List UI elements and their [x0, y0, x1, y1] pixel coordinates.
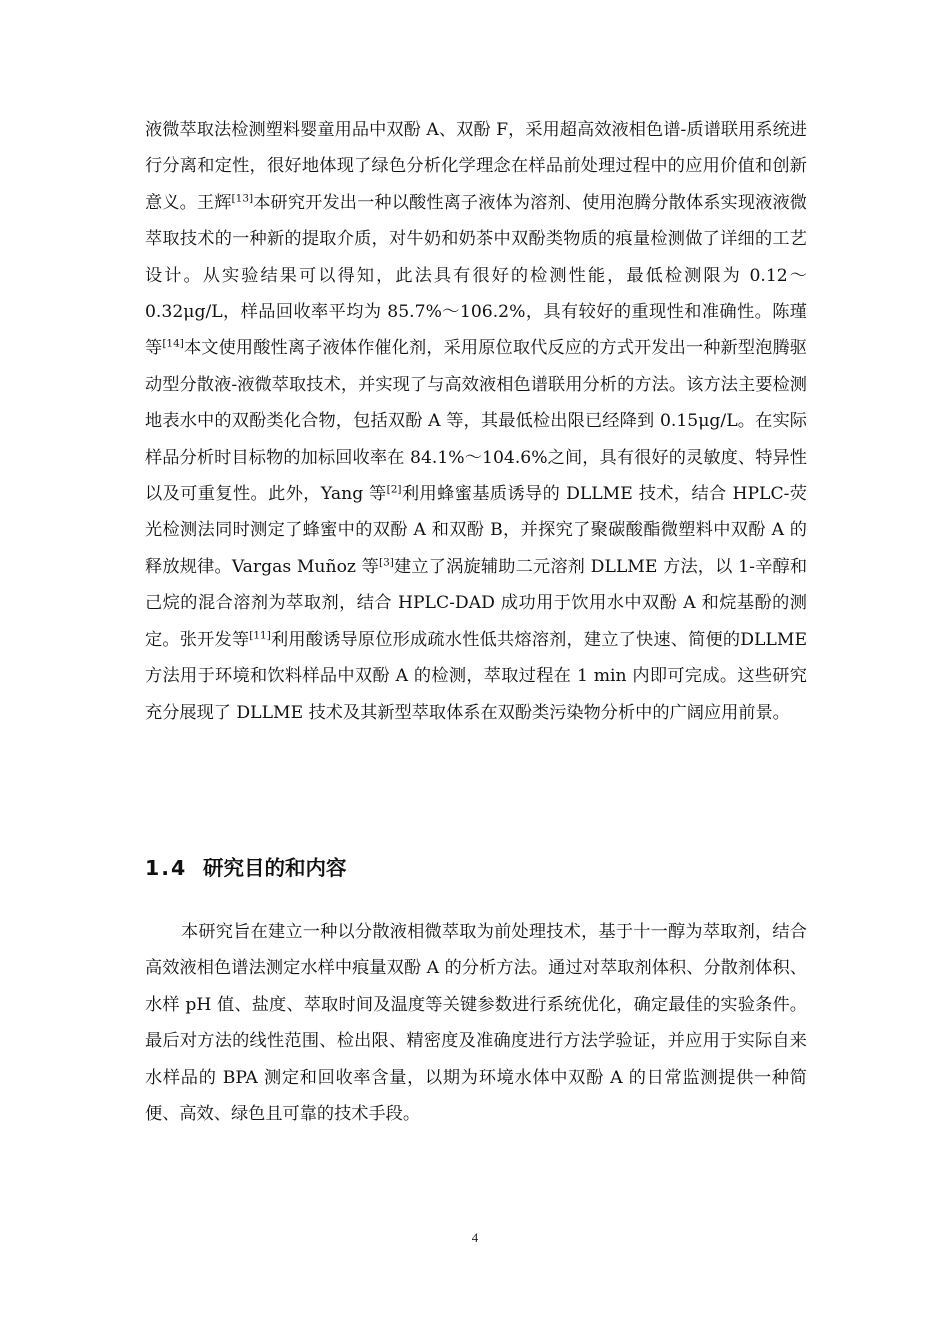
section-heading [145, 852, 347, 884]
page-number: 4 [471, 1230, 479, 1245]
body-paragraph-research-aims: 本研究旨在建立一种以分散液相微萃取为前处理技术，基于十一醇为萃取剂，结合高效液相色谱法测定水样中痕量双酚 A 的分析方法。通过对萃取剂体积、分散剂体积、水样 pH 值、盐度、萃取时间及温度等关键参数进行系统优化，确定最佳的实验条件。最后对方法的线性范围、检出限、精密度及准确度进行方法学验证，并应用于实际自来水样品的 BPA 测定和回收率含量，以期为环境水体中双酚 A 的日常监测提供一种简便、高效、绿色且可靠的技术手段。 [145, 922, 807, 1125]
citation-2: [2] [386, 483, 402, 496]
para-segment: 本研究开发出一种以酸性离子液体为溶剂、使用泡腾分散体系实现液液微萃取技术的一种新的提取介质，对牛奶和奶茶中双酚类物质的痕量检测做了详细的工艺设计。从实验结果可以得知，此法具有很好的检测性能，最低检测限为 0.12～0.32μg/L，样品回收率平均为 85.7%～106.2%，具有较好的重现性和准确性。陈瑾等 [145, 192, 807, 359]
body-paragraph-literature-review [145, 112, 807, 731]
citation-3: [3] [378, 556, 394, 569]
citation-13: [13] [231, 192, 254, 205]
citation-11: [11] [249, 628, 271, 641]
citation-14: [14] [162, 337, 184, 350]
para-segment: 本文使用酸性离子液体作催化剂，采用原位取代反应的方式开发出一种新型泡腾驱动型分散液-液微萃取技术，并实现了与高效液相色谱联用分析的方法。该方法主要检测地表水中的双酚类化合物，包括双酚 A 等，其最低检出限已经降到 0.15μg/L。在实际样品分析时目标物的加标回收率在 84.1%～104.6%之间，具有很好的灵敏度、特异性以及可重复性。此外，Yang 等 [145, 338, 807, 505]
para-segment: 建立了涡旋辅助二元溶剂 DLLME 方法，以 1-辛醇和己烷的混合溶剂为萃取剂，结合 HPLC-DAD 成功用于饮用水中双酚 A 和烷基酚的测定。张开发等 [145, 556, 808, 650]
section-number: 1.4 [145, 856, 188, 880]
section-title: 研究目的和内容 [203, 856, 347, 880]
para-segment: 液微萃取法检测塑料婴童用品中双酚 A、双酚 F，采用超高效液相色谱-质谱联用系统进行分离和定性，很好地体现了绿色分析化学理念在样品前处理过程中的应用价值和创新意义。王辉 [145, 120, 807, 213]
para-segment: 利用蜂蜜基质诱导的 DLLME 技术，结合 HPLC-荧光检测法同时测定了蜂蜜中的双酚 A 和双酚 B，并探究了聚碳酸酯微塑料中双酚 A 的释放规律。Vargas Muñoz 等 [145, 484, 807, 577]
para-segment: 利用酸诱导原位形成疏水性低共熔溶剂，建立了快速、简便的DLLME方法用于环境和饮料样品中双酚 A 的检测，萃取过程在 1 min 内即可完成。这些研究充分展现了 DLLME 技术及其新型萃取体系在双酚类污染物分析中的广阔应用前景。 [145, 629, 807, 723]
